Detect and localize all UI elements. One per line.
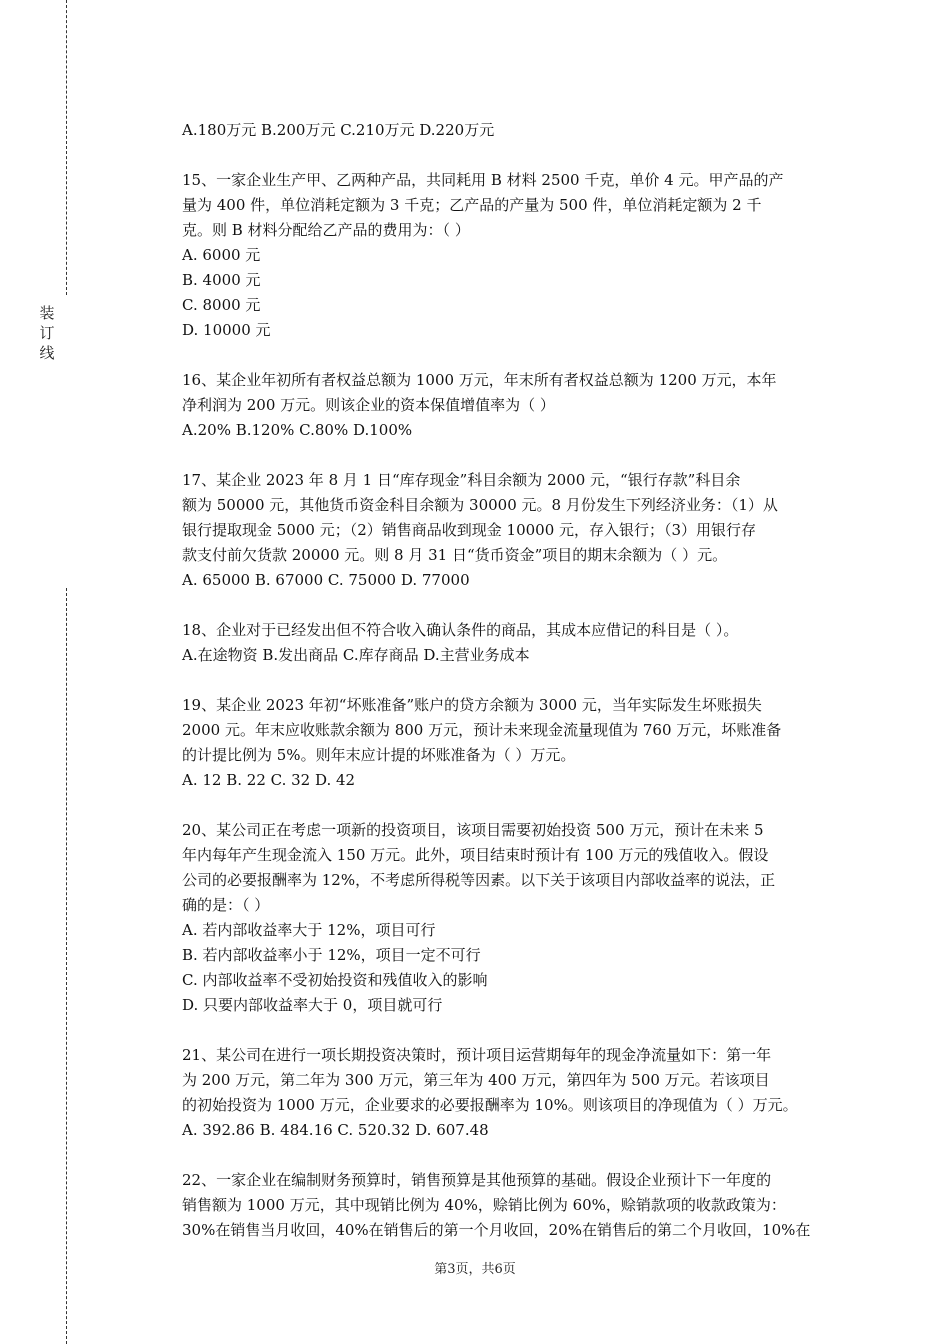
paragraph-gap [182,343,854,368]
binding-label-char: 线 [39,344,55,362]
exam-questions-body [182,118,854,1243]
binding-dashed-line-top [66,0,67,295]
text-line: B. 若内部收益率小于 12%，项目一定不可行 [182,946,481,964]
text-line: 克。则 B 材料分配给乙产品的费用为：（ ） [182,221,470,239]
text-line: 量为 400 件，单位消耗定额为 3 千克；乙产品的产量为 500 件，单位消耗定额为 2 千 [182,196,762,214]
paragraph-gap [182,1143,854,1168]
text-line: A. 392.86 B. 484.16 C. 520.32 D. 607.48 [182,1121,489,1139]
text-line: A.20% B.120% C.80% D.100% [182,421,413,439]
paragraph-gap [182,1018,854,1043]
paragraph-gap [182,793,854,818]
page-footer: 第3页，共6页 [434,1262,516,1277]
text-line: 30%在销售当月收回，40%在销售后的第一个月收回，20%在销售后的第二个月收回，10%在 [182,1221,811,1239]
text-line: 年内每年产生现金流入 150 万元。此外，项目结束时预计有 100 万元的残值收入。假设 [182,846,769,864]
text-line: 18、企业对于已经发出但不符合收入确认条件的商品，其成本应借记的科目是（ ）。 [182,621,739,639]
text-line: 2000 元。年末应收账款余额为 800 万元，预计未来现金流量现值为 760 万元，坏账准备 [182,721,782,739]
text-line: B. 4000 元 [182,271,261,289]
text-line: C. 8000 元 [182,296,261,314]
text-line: 22、一家企业在编制财务预算时，销售预算是其他预算的基础。假设企业预计下一年度的 [182,1171,772,1189]
binding-label-char: 装 [39,304,55,322]
text-line: C. 内部收益率不受初始投资和残值收入的影响 [182,971,488,989]
text-line: 的初始投资为 1000 万元，企业要求的必要报酬率为 10%。则该项目的净现值为（ ）万元。 [182,1096,798,1114]
text-line: 19、某企业 2023 年初“坏账准备”账户的贷方余额为 3000 元，当年实际发生坏账损失 [182,696,762,714]
text-line: 银行提取现金 5000 元；（2）销售商品收到现金 10000 元，存入银行；（3）用银行存 [182,521,757,539]
text-line: 20、某公司正在考虑一项新的投资项目，该项目需要初始投资 500 万元，预计在未来 5 [182,821,764,839]
binding-label [38,303,56,363]
text-line: A.在途物资 B.发出商品 C.库存商品 D.主营业务成本 [182,646,530,664]
text-line: D. 只要内部收益率大于 0，项目就可行 [182,996,443,1014]
paragraph-gap [182,143,854,168]
text-line: A.180万元 B.200万元 C.210万元 D.220万元 [182,121,495,139]
text-line: 款支付前欠货款 20000 元。则 8 月 31 日“货币资金”项目的期末余额为（ ）元。 [182,546,728,564]
text-line: 17、某企业 2023 年 8 月 1 日“库存现金”科目余额为 2000 元，“银行存款”科目余 [182,471,741,489]
binding-dashed-line-bottom [66,588,67,1344]
text-line: 销售额为 1000 万元，其中现销比例为 40%，赊销比例为 60%，赊销款项的收款政策为： [182,1196,786,1214]
paragraph-gap [182,593,854,618]
text-line: A. 12 B. 22 C. 32 D. 42 [182,771,356,789]
text-line: 21、某公司在进行一项长期投资决策时，预计项目运营期每年的现金净流量如下：第一年 [182,1046,772,1064]
paragraph-gap [182,443,854,468]
text-line: 的计提比例为 5%。则年末应计提的坏账准备为（ ）万元。 [182,746,576,764]
text-line: 公司的必要报酬率为 12%，不考虑所得税等因素。以下关于该项目内部收益率的说法，正 [182,871,776,889]
text-line: 确的是：（ ） [182,896,270,914]
text-line: A. 65000 B. 67000 C. 75000 D. 77000 [182,571,470,589]
text-line: 为 200 万元，第二年为 300 万元，第三年为 400 万元，第四年为 500 万元。若该项目 [182,1071,770,1089]
text-line: D. 10000 元 [182,321,271,339]
paragraph-gap [182,668,854,693]
text-line: A. 若内部收益率大于 12%，项目可行 [182,921,436,939]
text-line: A. 6000 元 [182,246,261,264]
text-line: 额为 50000 元，其他货币资金科目余额为 30000 元。8 月份发生下列经济业务：（1）从 [182,496,778,514]
text-line: 16、某企业年初所有者权益总额为 1000 万元，年末所有者权益总额为 1200 万元，本年 [182,371,777,389]
text-line: 净利润为 200 万元。则该企业的资本保值增值率为（ ） [182,396,555,414]
text-line: 15、一家企业生产甲、乙两种产品，共同耗用 B 材料 2500 千克，单价 4 元。甲产品的产 [182,171,784,189]
binding-label-char: 订 [39,324,55,342]
